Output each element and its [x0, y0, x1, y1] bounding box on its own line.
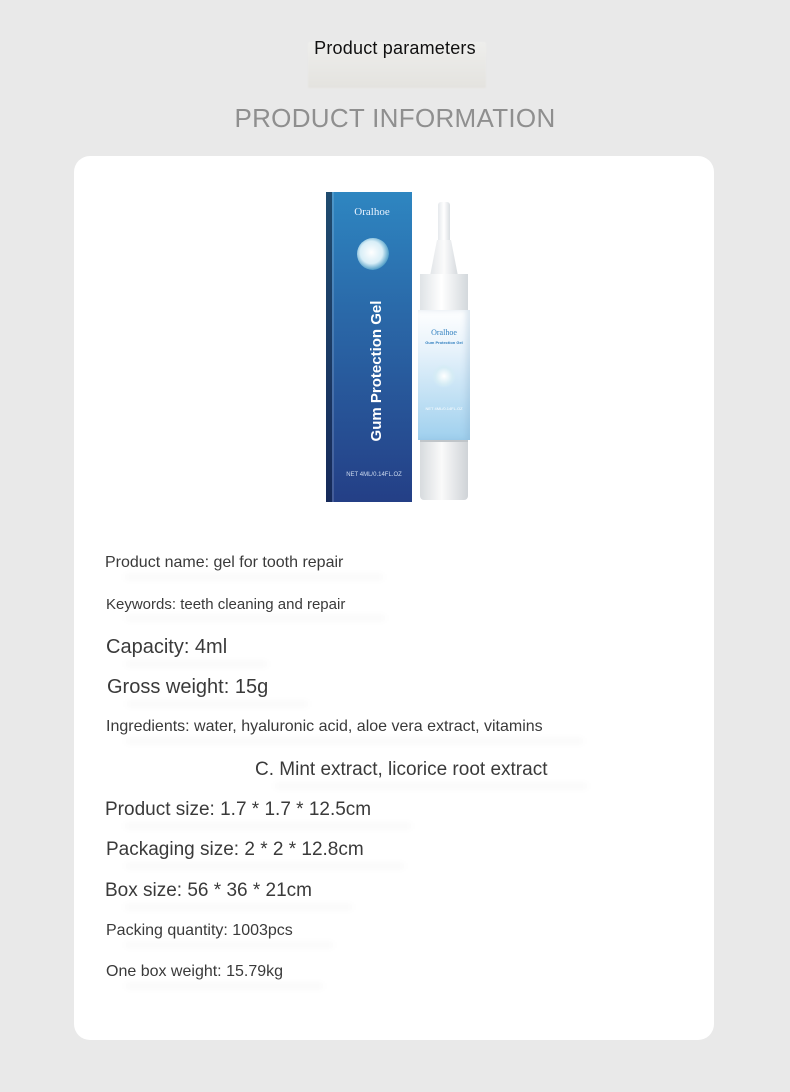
pen-brand-logo: Oralhoe [431, 328, 457, 337]
param-capacity: Capacity: 4ml [106, 636, 228, 658]
parameter-list [74, 156, 714, 1040]
param-packing-quantity: Packing quantity: 1003pcs [106, 922, 293, 939]
param-product-size: Product size: 1.7 * 1.7 * 12.5cm [105, 799, 372, 820]
param-packaging-size: Packaging size: 2 * 2 * 12.8cm [106, 839, 364, 860]
param-box-weight: One box weight: 15.79kg [106, 963, 284, 980]
box-brand-logo: Oralhoe [354, 206, 390, 218]
param-ingredients-cont: C. Mint extract, licorice root extract [255, 759, 548, 780]
param-box-size: Box size: 56 * 36 * 21cm [105, 880, 312, 901]
section-title: PRODUCT INFORMATION [234, 103, 556, 133]
box-product-name: Gum Protection Gel [368, 300, 385, 442]
product-info-card [74, 156, 714, 1040]
box-net-volume: NET 4ML/0.14FL.OZ [346, 472, 402, 478]
header [0, 38, 790, 59]
param-keywords: Keywords: teeth cleaning and repair [106, 596, 346, 613]
product-parameters-heading: Product parameters [314, 38, 476, 58]
param-product-name: Product name: gel for tooth repair [105, 554, 344, 571]
param-gross-weight: Gross weight: 15g [107, 676, 269, 698]
pen-product-label: Gum Protection Gel [425, 340, 463, 345]
pen-net-volume: NET 4ML/0.14FL.OZ [425, 406, 463, 411]
param-ingredients: Ingredients: water, hyaluronic acid, aloe vera extract, vitamins [106, 718, 543, 735]
